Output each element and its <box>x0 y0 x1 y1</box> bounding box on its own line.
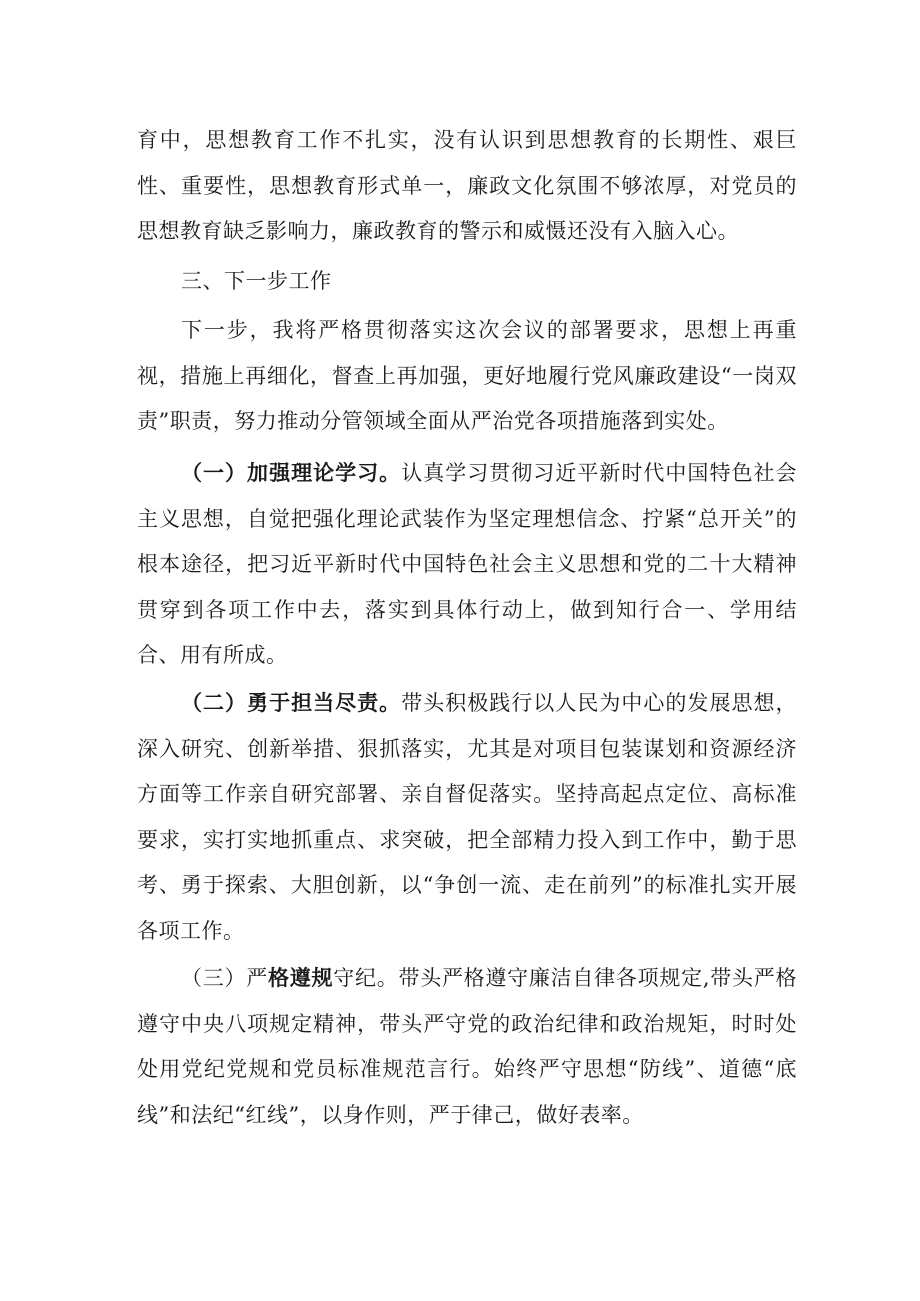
paragraph-intro <box>137 308 797 445</box>
item-3-lead-a: （三）严 <box>181 966 268 990</box>
paragraph-item-2 <box>137 680 797 954</box>
item-1-lead: （一）加强理论学习。 <box>181 460 402 485</box>
section-heading: 三、下一步工作 <box>181 269 332 293</box>
paragraph-continuation-text: 育中，思想教育工作不扎实，没有认识到思想教育的长期性、艰巨性、重要性，思想教育形式单一，廉政文化氛围不够浓厚，对党员的思想教育缺乏影响力，廉政教育的警示和威慑还没有入脑入心。 <box>137 128 797 243</box>
item-2-lead: （二）勇于担当尽责。 <box>181 690 402 715</box>
paragraph-item-3 <box>137 955 797 1138</box>
item-1-body: 认真学习贯彻习近平新时代中国特色社会主义思想，自觉把强化理论武装作为坚定理想信念、拧紧“总开关”的根本途径，把习近平新时代中国特色社会主义思想和党的二十大精神贯穿到各项工作中去，落实到具体行动上，做到知行合一、学用结合、用有所成。 <box>137 461 798 667</box>
paragraph-intro-text: 下一步，我将严格贯彻落实这次会议的部署要求，思想上再重视，措施上再细化，督查上再加强，更好地履行党风廉政建设“一岗双责”职责，努力推动分管领域全面从严治党各项措施落到实处。 <box>137 318 797 433</box>
item-3-lead-c: 守纪。 <box>333 966 399 990</box>
item-3-body: 带头严格遵守廉洁自律各项规定,带头严格遵守中央八项规定精神，带头严守党的政治纪律和政治规矩，时时处处用党纪党规和党员标准规范言行。始终严守思想“防线”、道德“底线”和法纪“红线”，以身作则，严于律己，做好表率。 <box>137 966 798 1127</box>
paragraph-item-1 <box>137 450 797 679</box>
item-2-body: 带头积极践行以人民为中心的发展思想，深入研究、创新举措、狠抓落实，尤其是对项目包装谋划和资源经济方面等工作亲自研究部署、亲自督促落实。坚持高起点定位、高标准要求，实打实地抓重点、求突破，把全部精力投入到工作中，勤于思考、勇于探索、大胆创新，以“争创一流、走在前列”的标准扎实开展各项工作。 <box>137 691 798 943</box>
item-3-lead-b: 格遵规 <box>267 965 334 990</box>
paragraph-continuation <box>137 118 797 255</box>
